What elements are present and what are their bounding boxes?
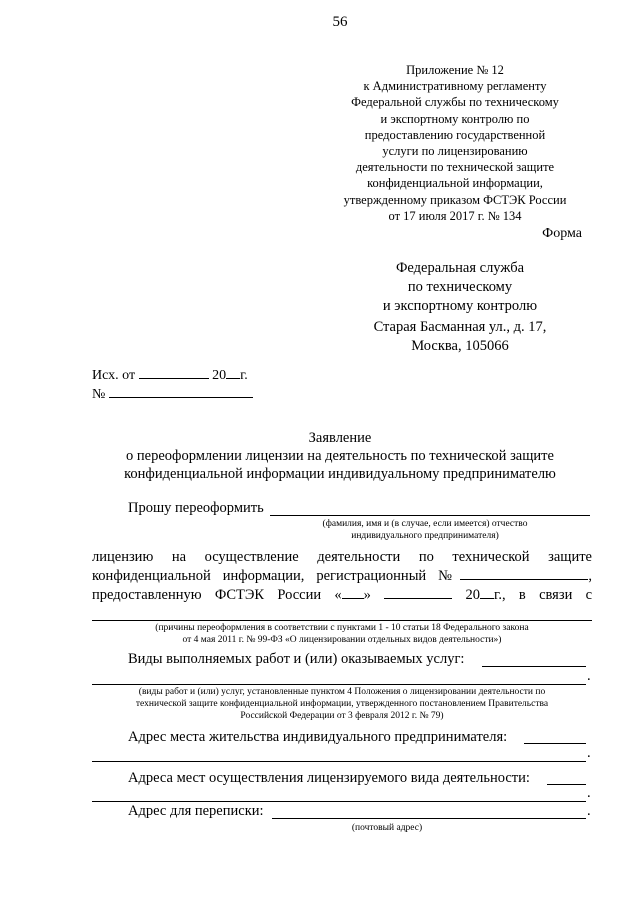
hint-line: индивидуального предпринимателя) [351,531,499,541]
activity-places-field-2[interactable] [92,801,586,802]
word: предоставленную [92,587,202,603]
license-para-line-3 [92,587,592,604]
ref-date-field[interactable] [139,378,209,379]
address-line: Москва, 105066 [411,338,509,354]
subtitle-line: о переоформлении лицензии на деятельность по технической защите [126,448,554,464]
appendix-line: утвержденному приказом ФСТЭК России [343,192,567,207]
word: информации, [222,568,305,584]
works-label: Виды выполняемых работ и (или) оказываемых услуг: [128,651,465,667]
hint-line: (виды работ и (или) услуг, установленные пунктом 4 Положения о лицензировании деятельности по [138,687,546,697]
punct: » [363,587,371,603]
request-label: Прошу переоформить [128,500,264,516]
hint-line: Российской Федерации от 3 февраля 2012 г. № 79) [240,711,444,721]
word: конфиденциальной [92,568,211,584]
issue-year-prefix: 20 [465,587,481,603]
word: г., [494,587,506,603]
addressee-address [340,318,580,356]
addressee-line: по техническому [407,279,513,295]
addressee-line: и экспортному контролю [382,298,538,314]
appendix-line: конфиденциальной информации, [367,176,543,191]
appendix-line: к Административному регламенту [363,79,547,94]
ref-number-field[interactable] [109,397,253,398]
word: с [585,587,593,603]
appendix-line: Приложение № 12 [406,63,504,77]
word: лицензию [92,549,154,565]
word: в [518,587,526,603]
issue-year-field[interactable] [480,598,494,599]
license-para-line-1 [92,549,592,566]
activity-places-field-1[interactable] [547,784,586,785]
reasons-hint [92,622,592,646]
residence-field-1[interactable] [524,743,586,744]
ref-year-suffix: г. [240,368,248,383]
hint-line: (фамилия, имя и (в случае, если имеется) отчество [322,519,528,529]
appendix-line: предоставлению государственной [364,127,546,142]
issue-month-field[interactable] [384,598,452,599]
reg-number-label: регистрационный № [316,568,461,584]
appendix-block [330,62,580,224]
word: на [171,549,187,565]
correspondence-field[interactable] [272,818,586,819]
ref-number-prefix: № [92,387,106,402]
appendix-line: услуги по лицензированию [382,144,528,159]
reg-number-field[interactable] [460,579,588,580]
issue-date-group [215,587,506,603]
hint-line: технической защите конфиденциальной информации, утвержденного постановлением Правительства [135,699,549,709]
page-number: 56 [332,14,348,30]
residence-label: Адрес места жительства индивидуального предпринимателя: [128,729,508,745]
ref-year-field[interactable] [226,378,240,379]
addressee-line: Федеральная служба [395,260,525,276]
applicant-name-field[interactable] [270,515,590,516]
activity-places-label: Адреса мест осуществления лицензируемого вида деятельности: [128,770,530,786]
ref-year-prefix: 20 [212,368,227,383]
hint-line: от 4 мая 2011 г. № 99-ФЗ «О лицензировании отдельных видов деятельности») [182,635,502,645]
reg-number-group [316,568,592,584]
addressee-block [340,259,580,316]
appendix-line: Федеральной службы по техническому [351,95,559,110]
word: технической [452,549,530,565]
works-field-1[interactable] [482,666,586,667]
reasons-field[interactable] [92,620,592,621]
ref-date-prefix: Исх. от [92,368,136,383]
appendix-line: от 17 июля 2017 г. № 134 [388,208,522,223]
correspondence-hint: (почтовый адрес) [351,823,423,833]
residence-field-2[interactable] [92,761,586,762]
word: осуществление [204,549,299,565]
document-title: Заявление [308,430,372,446]
word: деятельности [317,549,401,565]
works-end: . [587,668,591,684]
issuer-label: ФСТЭК России « [214,587,342,603]
correspondence-end: . [587,803,591,819]
outgoing-reference [92,366,253,404]
activity-places-end: . [587,785,591,801]
issue-day-field[interactable] [342,598,364,599]
appendix-line: деятельности по технической защите [355,160,555,175]
applicant-name-hint [290,518,560,542]
word: связи [539,587,573,603]
word: по [418,549,434,565]
appendix-line: и экспортному контролю по [380,111,530,126]
address-line: Старая Басманная ул., д. 17, [373,319,547,335]
word: защите [548,549,592,565]
form-label: Форма [542,226,582,241]
document-subtitle [0,447,640,483]
license-para-line-2 [92,568,592,585]
correspondence-label: Адрес для переписки: [128,803,264,819]
punct: , [588,568,593,584]
works-hint [92,686,592,722]
subtitle-line: конфиденциальной информации индивидуальному предпринимателю [124,466,556,482]
works-field-2[interactable] [92,684,586,685]
residence-end: . [587,745,591,761]
hint-line: (причины переоформления в соответствии с пунктами 1 - 10 статьи 18 Федерального закона [155,623,529,633]
